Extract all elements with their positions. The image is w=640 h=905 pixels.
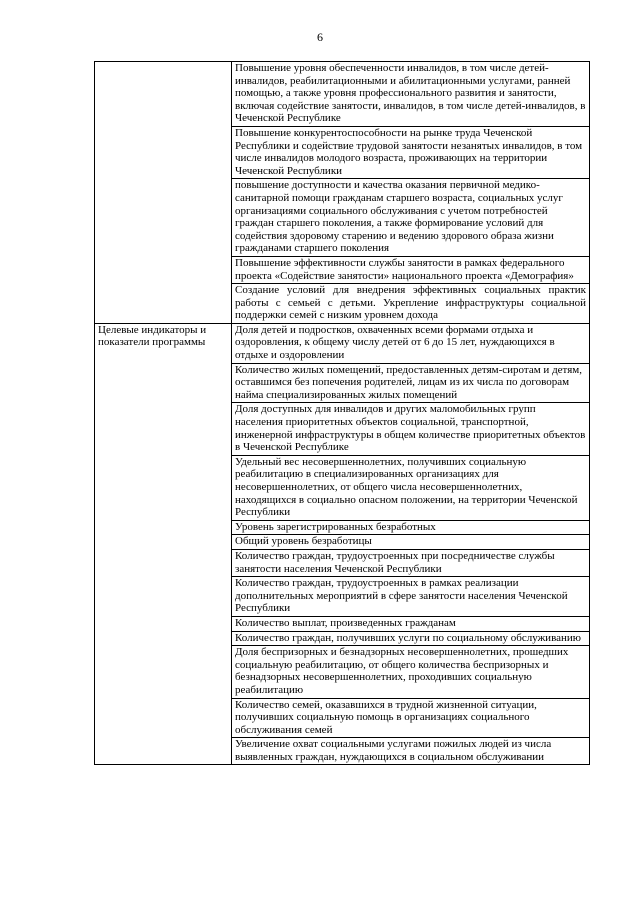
task-cell: повышение доступности и качества оказания первичной медико-санитарной помощи гражданам старшего возраста, социальных услуг организациями социального обслуживания с учетом потребностей граждан старшего поколения, а также формирование условий для содействия здоровому старению и ведению здорового образа жизни гражданами старшего поколения: [232, 179, 590, 257]
task-cell: Создание условий для внедрения эффективных социальных практик работы с семьей с детьми. Укрепление инфраструктуры социальной поддержки семей с низким уровнем дохода: [232, 284, 590, 324]
tasks-left-cell: [95, 62, 232, 324]
indicator-cell: Количество семей, оказавшихся в трудной жизненной ситуации, получивших социальную помощь в организациях социального обслуживания семей: [232, 698, 590, 738]
indicator-cell: Количество граждан, получивших услуги по социальному обслуживанию: [232, 631, 590, 646]
table-row: [95, 62, 590, 127]
indicator-cell: Количество выплат, произведенных гражданам: [232, 616, 590, 631]
indicator-cell: Общий уровень безработицы: [232, 535, 590, 550]
task-cell: Повышение эффективности службы занятости в рамках федерального проекта «Содействие занятости» национального проекта «Демография»: [232, 256, 590, 283]
task-cell: Повышение уровня обеспеченности инвалидов, в том числе детей-инвалидов, реабилитационными и абилитационными услугами, ранней помощью, а также уровня профессионального развития и занятости, включая содействие занятости, инвалидов, в том числе детей-инвалидов, в Чеченской Республике: [232, 62, 590, 127]
indicator-cell: Удельный вес несовершеннолетних, получивших социальную реабилитацию в специализированных организациях для несовершеннолетних, от общего числа несовершеннолетних, находящихся в социально опасном положении, на территории Чеченской Республики: [232, 455, 590, 520]
indicator-cell: Количество граждан, трудоустроенных в рамках реализации дополнительных мероприятий в сфере занятости населения Чеченской Республики: [232, 577, 590, 617]
indicator-cell: Количество жилых помещений, предоставленных детям-сиротам и детям, оставшимся без попечения родителей, лицам из их числа по договорам найма специализированных жилых помещений: [232, 363, 590, 403]
indicator-cell: Доля беспризорных и безнадзорных несовершеннолетних, прошедших социальную реабилитацию, от общего количества беспризорных и безнадзорных несовершеннолетних, проходивших социальную реабилитацию: [232, 646, 590, 698]
indicator-cell: Доля детей и подростков, охваченных всеми формами отдыха и оздоровления, к общему числу детей от 6 до 15 лет, нуждающихся в отдыхе и оздоровлении: [232, 323, 590, 363]
indicator-cell: Уровень зарегистрированных безработных: [232, 520, 590, 535]
indicators-header-cell: Целевые индикаторы и показатели программы: [95, 323, 232, 765]
indicator-cell: Доля доступных для инвалидов и других маломобильных групп населения приоритетных объектов социальной, транспортной, инженерной инфраструктуры в общем количестве приоритетных объектов в Чеченской Республике: [232, 403, 590, 455]
page-number: 6: [317, 30, 323, 44]
indicator-cell: Количество граждан, трудоустроенных при посредничестве службы занятости населения Чеченской Республики: [232, 549, 590, 576]
indicator-cell: Увеличение охват социальными услугами пожилых людей из числа выявленных граждан, нуждающихся в социальном обслуживании: [232, 738, 590, 765]
task-cell: Повышение конкурентоспособности на рынке труда Чеченской Республики и содействие трудовой занятости незанятых инвалидов, в том числе инвалидов молодого возраста, проживающих на территории Чеченской Республики: [232, 126, 590, 178]
program-passport-table: [94, 61, 590, 765]
table-row: [95, 323, 590, 363]
